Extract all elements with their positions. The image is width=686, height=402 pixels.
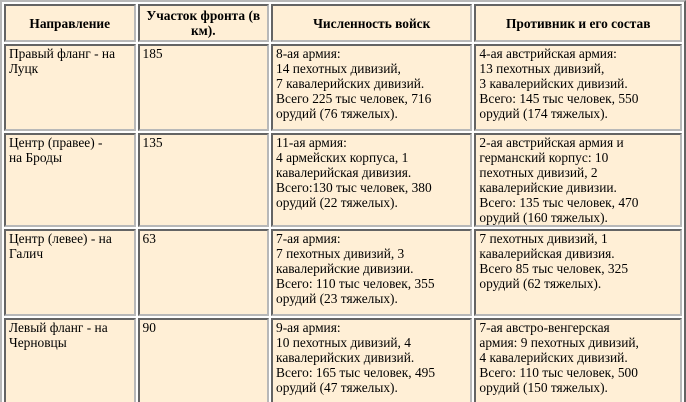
cell-front-length: [138, 133, 270, 227]
text-line: орудий (47 тяжелых).: [276, 380, 398, 395]
header-row: [4, 4, 682, 42]
cell-direction: [4, 133, 136, 227]
cell-forces: [271, 318, 472, 402]
text-line: Центр (правее) -: [9, 135, 103, 150]
text-line: орудий (23 тяжелых).: [276, 291, 398, 306]
table-row: [4, 133, 682, 227]
text-line: 7 кавалерийских дивизий.: [276, 76, 425, 91]
text-line: Правый фланг - на: [9, 46, 116, 61]
text-line: 7-ая армия:: [276, 231, 341, 246]
text-line: 3 кавалерийских дивизий.: [479, 76, 628, 91]
text-line: 7 пехотных дивизий, 3: [276, 246, 405, 261]
text-line: 4 кавалерийских дивизий.: [479, 350, 628, 365]
text-line: орудий (160 тяжелых).: [479, 210, 608, 225]
cell-enemy: [474, 229, 682, 316]
text-line: 13 пехотных дивизий,: [479, 61, 605, 76]
cell-forces: [271, 44, 472, 131]
text-line: кавалерийская дивизия.: [479, 246, 615, 261]
text-line: 10 пехотных дивизий, 4: [276, 335, 411, 350]
text-line: Всего 85 тыс человек, 325: [479, 261, 629, 276]
text-line: на Броды: [9, 150, 62, 165]
header-enemy: Противник и его состав: [474, 4, 682, 42]
text-line: 90: [142, 320, 156, 335]
text-line: орудий (76 тяжелых).: [276, 106, 398, 121]
header-front-length: Участок фронта (в км).: [138, 4, 270, 42]
cell-direction: [4, 44, 136, 131]
header-direction: Направление: [4, 4, 136, 42]
text-line: орудий (150 тяжелых).: [479, 380, 608, 395]
cell-forces: [271, 133, 472, 227]
text-line: 9-ая армия:: [276, 320, 341, 335]
cell-front-length: [138, 44, 270, 131]
text-line: 7 пехотных дивизий, 1: [479, 231, 608, 246]
text-line: кавалерийские дивизии.: [276, 261, 414, 276]
text-line: Всего 225 тыс человек, 716: [276, 91, 432, 106]
text-line: Луцк: [9, 61, 39, 76]
text-line: кавалерийская дивизия.: [276, 165, 412, 180]
text-line: 135: [142, 135, 163, 150]
text-line: кавалерийских дивизий.: [276, 350, 415, 365]
text-line: 7-ая австро-венгерская: [479, 320, 610, 335]
text-line: 14 пехотных дивизий,: [276, 61, 401, 76]
cell-direction: [4, 229, 136, 316]
text-line: 4 армейских корпуса, 1: [276, 150, 409, 165]
header-forces: Численность войск: [271, 4, 472, 42]
table-row: [4, 44, 682, 131]
table-row: [4, 318, 682, 402]
text-line: 2-ая австрийская армия и: [479, 135, 624, 150]
text-line: кавалерийские дивизии.: [479, 180, 617, 195]
text-line: 63: [142, 231, 156, 246]
text-line: германский корпус: 10: [479, 150, 609, 165]
text-line: 11-ая армия:: [276, 135, 347, 150]
cell-direction: [4, 318, 136, 402]
text-line: Центр (левее) - на: [9, 231, 112, 246]
text-line: Всего:130 тыс человек, 380: [276, 180, 432, 195]
text-line: орудий (174 тяжелых).: [479, 106, 608, 121]
text-line: Всего: 110 тыс человек, 355: [276, 276, 435, 291]
text-line: Галич: [9, 246, 44, 261]
text-line: армия: 9 пехотных дивизий,: [479, 335, 639, 350]
table-row: [4, 229, 682, 316]
cell-enemy: [474, 318, 682, 402]
text-line: Всего: 145 тыс человек, 550: [479, 91, 639, 106]
text-line: Левый фланг - на: [9, 320, 108, 335]
text-line: Черновцы: [9, 335, 67, 350]
cell-enemy: [474, 44, 682, 131]
cell-front-length: [138, 318, 270, 402]
text-line: Всего: 135 тыс человек, 470: [479, 195, 639, 210]
cell-front-length: [138, 229, 270, 316]
text-line: Всего: 165 тыс человек, 495: [276, 365, 436, 380]
text-line: пехотных дивизий, 2: [479, 165, 598, 180]
text-line: 8-ая армия:: [276, 46, 341, 61]
text-line: орудий (22 тяжелых).: [276, 195, 398, 210]
text-line: 185: [142, 46, 163, 61]
text-line: Всего: 110 тыс человек, 500: [479, 365, 638, 380]
cell-enemy: [474, 133, 682, 227]
text-line: орудий (62 тяжелых).: [479, 276, 602, 291]
text-line: 4-ая австрийская армия:: [479, 46, 617, 61]
cell-forces: [271, 229, 472, 316]
